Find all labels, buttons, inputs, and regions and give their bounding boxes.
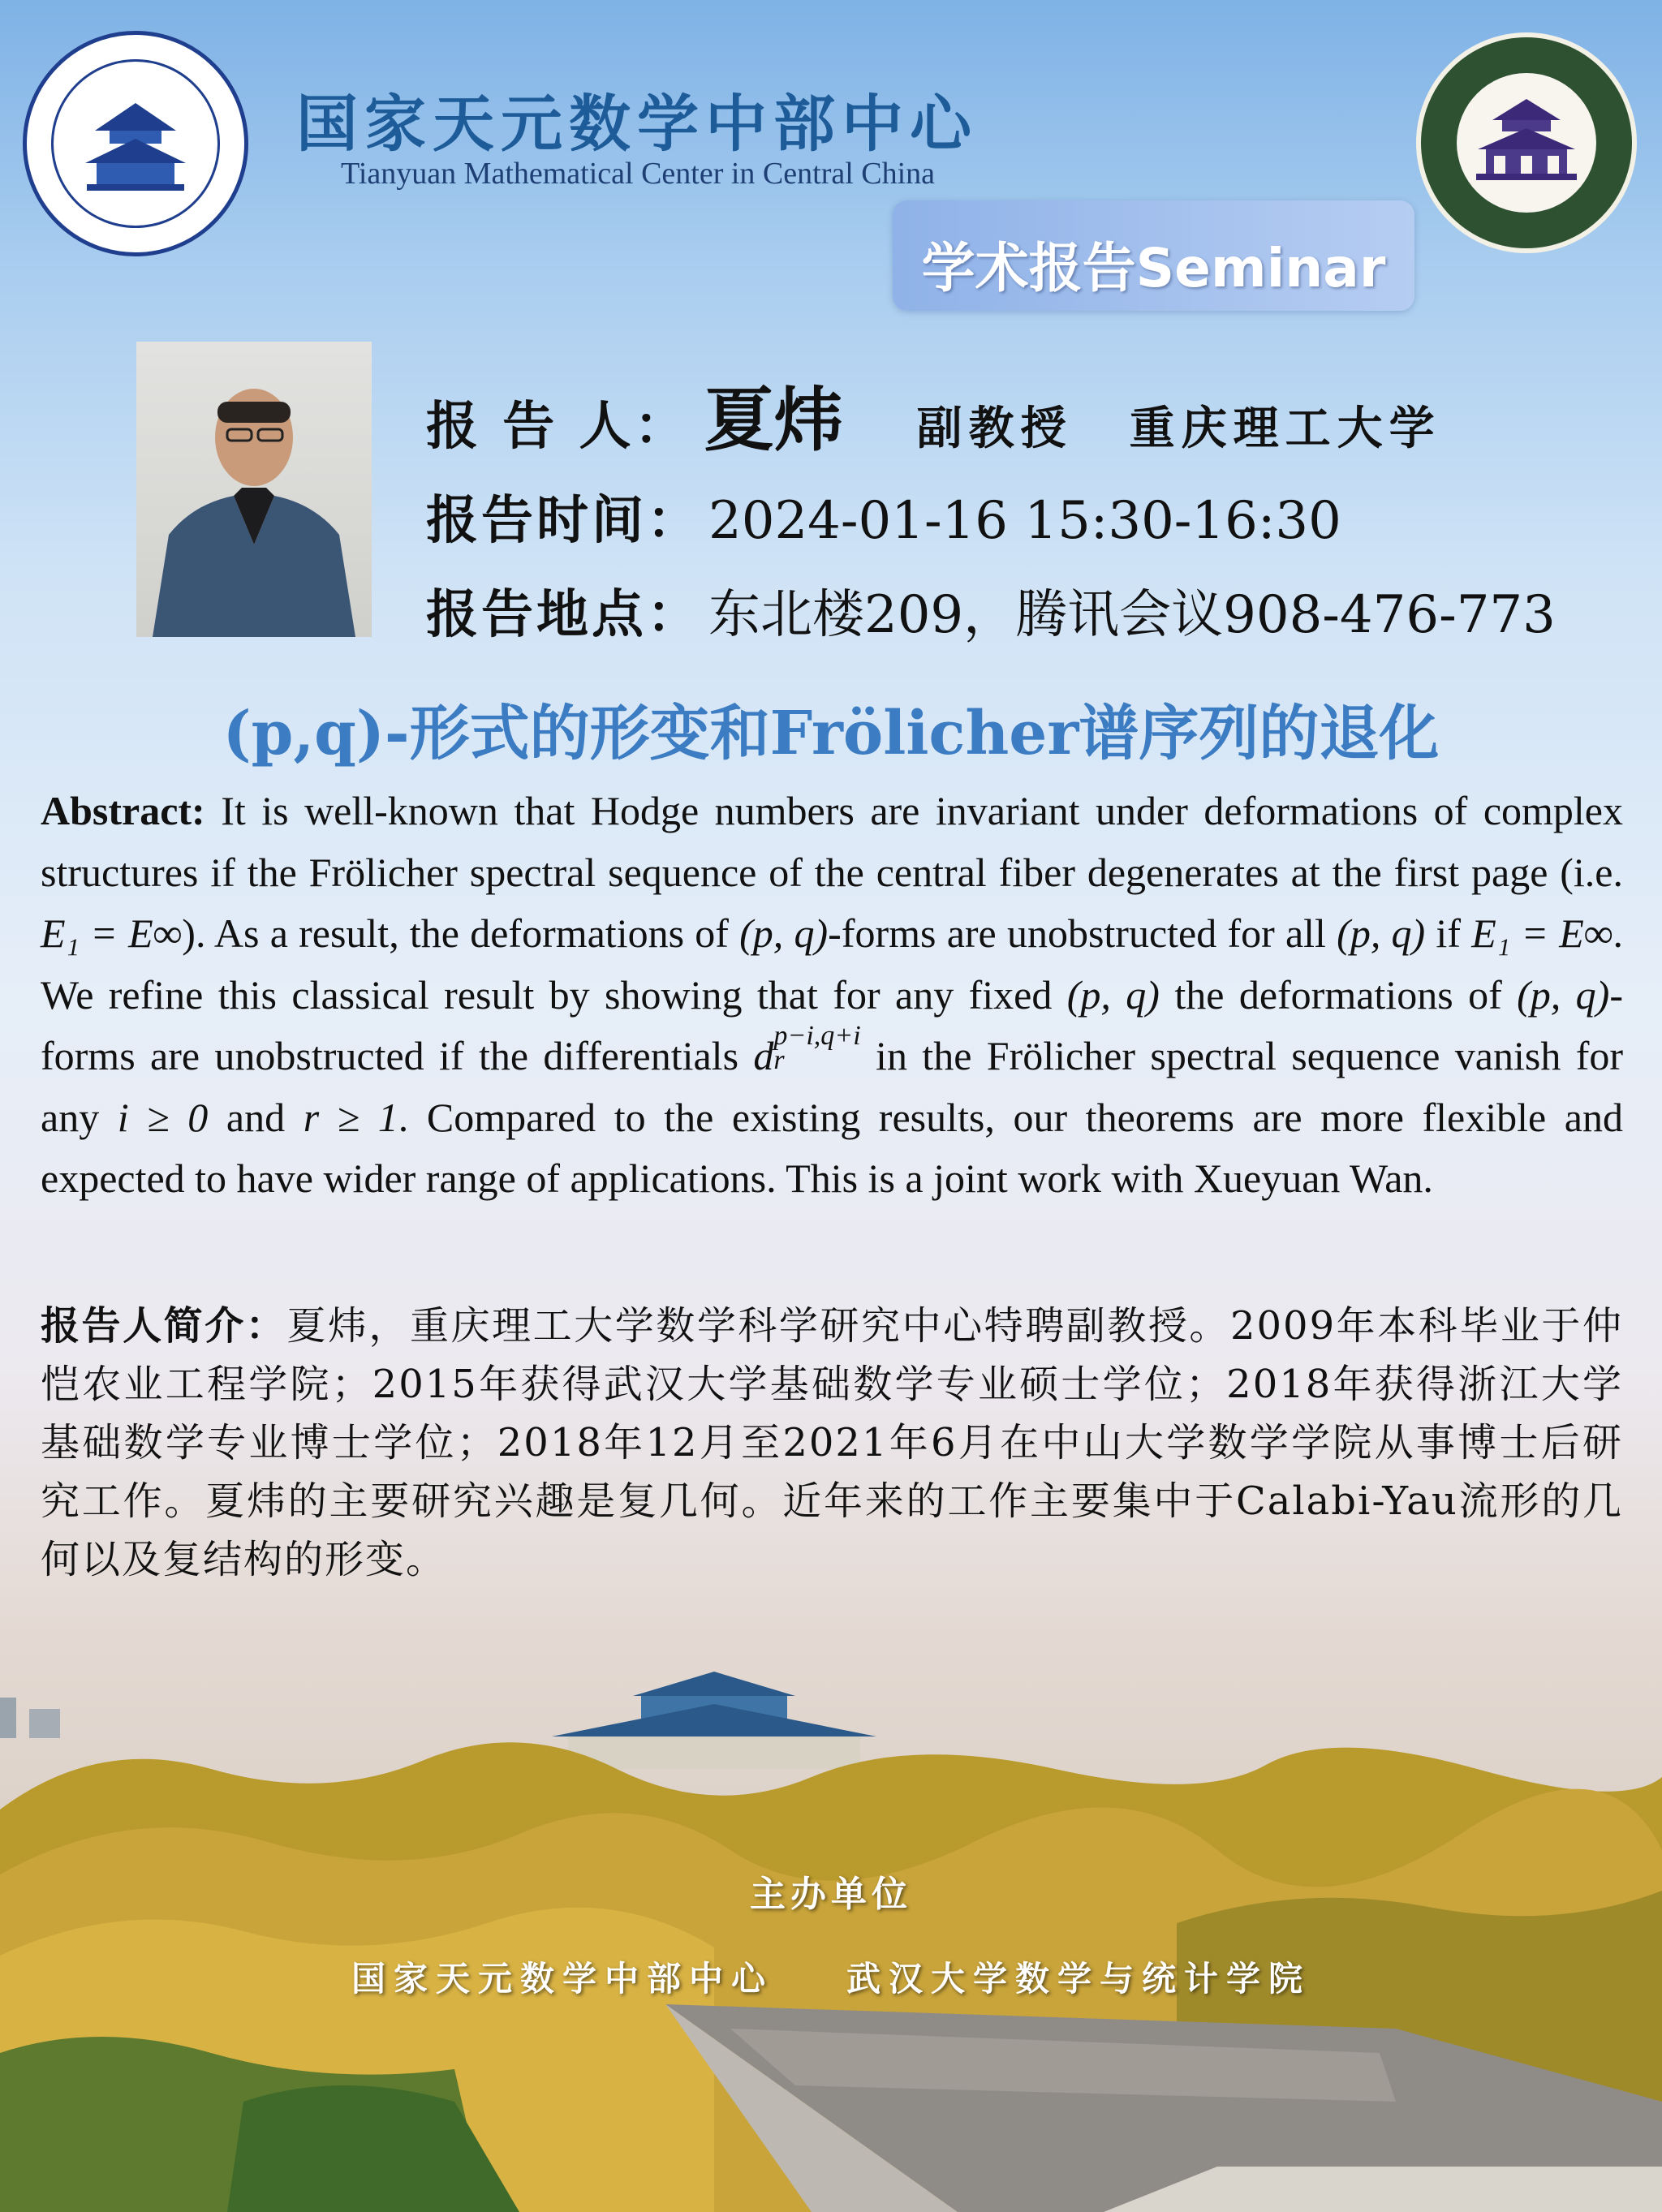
seminar-badge xyxy=(893,200,1414,311)
math-superscript: p−i,q+i xyxy=(773,1020,861,1051)
abstract-text: . Compared to the existing results, our theorems are more flexible and expected to have wider range of applications. This is a joint work with Xueyuan Wan. xyxy=(41,1094,1623,1201)
seminar-badge-text: 学术报告Seminar xyxy=(921,237,1386,299)
university-gate-icon xyxy=(1470,96,1583,185)
place-value: 东北楼209，腾讯会议908-476-773 xyxy=(708,585,1556,645)
talk-title: (p,q)-形式的形变和Frölicher谱序列的退化 xyxy=(222,699,1440,768)
math: E₁ = E∞ xyxy=(1471,910,1613,956)
abstract-text: It is well-known that Hodge numbers are invariant under deformations of complex structures if the Frölicher spectral sequence of the central fiber degenerates at the first page (i.e. xyxy=(41,788,1623,895)
speaker-affiliation: 重庆理工大学 xyxy=(1129,402,1441,455)
math: (p, q) xyxy=(1337,910,1426,956)
place-row xyxy=(426,573,1556,648)
abstract-text: -forms are unobstructed for all xyxy=(828,910,1337,956)
speaker-label: 报 告 人： xyxy=(426,396,690,457)
math-differential xyxy=(753,1020,861,1078)
math: r ≥ 1 xyxy=(303,1094,398,1140)
organizer-names xyxy=(0,1952,1662,2001)
campus-landscape-image xyxy=(0,1647,1662,2212)
math-d: d xyxy=(753,1033,774,1078)
speaker-title: 副教授 xyxy=(916,402,1073,455)
time-row xyxy=(426,479,1341,553)
speaker-portrait-icon xyxy=(136,342,372,637)
organizer-label: 主办单位 xyxy=(750,1874,912,1915)
abstract-text: in the Frölicher spectral sequence vanish for any xyxy=(41,1033,1623,1140)
abstract-text: -forms are unobstructed if the differentials xyxy=(41,971,1623,1078)
pavilion-icon xyxy=(79,98,192,196)
time-value: 2024-01-16 15:30-16:30 xyxy=(708,491,1341,551)
organizer-name: 国家天元数学中部中心 xyxy=(351,1959,773,1999)
speaker-bio xyxy=(41,1297,1623,1589)
abstract-text: and xyxy=(208,1094,304,1140)
center-name-chinese: 国家天元数学中部中心 xyxy=(296,88,978,160)
math: (p, q) xyxy=(739,910,829,956)
bio-text: 夏炜，重庆理工大学数学科学研究中心特聘副教授。2009年本科毕业于仲恺农业工程学院；2015年获得武汉大学基础数学专业硕士学位；2018年获得浙江大学基础数学专业博士学位；2018年12月至2021年6月在中山大学数学学院从事博士后研究工作。夏炜的主要研究兴趣是复几何。近年来的工作主要集中于Calabi-Yau流形的几何以及复结构的形变。 xyxy=(41,1303,1623,1582)
abstract-text: . We refine this classical result by showing that for any fixed xyxy=(41,910,1623,1018)
math: i ≥ 0 xyxy=(117,1094,209,1140)
speaker-photo xyxy=(136,342,372,637)
speaker-name: 夏炜 xyxy=(704,379,844,461)
math: E₁ = E∞ xyxy=(41,910,183,956)
abstract xyxy=(41,781,1623,1210)
abstract-text: if xyxy=(1425,910,1472,956)
abstract-text: the deformations of xyxy=(1159,971,1518,1018)
time-label: 报告时间： xyxy=(426,490,702,551)
center-name-english: Tianyuan Mathematical Center in Central China xyxy=(341,157,936,191)
abstract-label: Abstract: xyxy=(41,788,205,833)
math: (p, q) xyxy=(1517,971,1610,1018)
organizer-name: 武汉大学数学与统计学院 xyxy=(846,1959,1311,1999)
abstract-text: ). As a result, the deformations of xyxy=(182,910,740,956)
math-subscript: r xyxy=(773,1044,785,1075)
place-label: 报告地点： xyxy=(426,584,702,645)
wuhan-university-logo xyxy=(1416,32,1637,253)
bio-label: 报告人简介： xyxy=(41,1303,287,1349)
tianyuan-center-logo xyxy=(23,31,248,256)
math: (p, q) xyxy=(1066,971,1160,1018)
speaker-row xyxy=(426,364,1441,464)
